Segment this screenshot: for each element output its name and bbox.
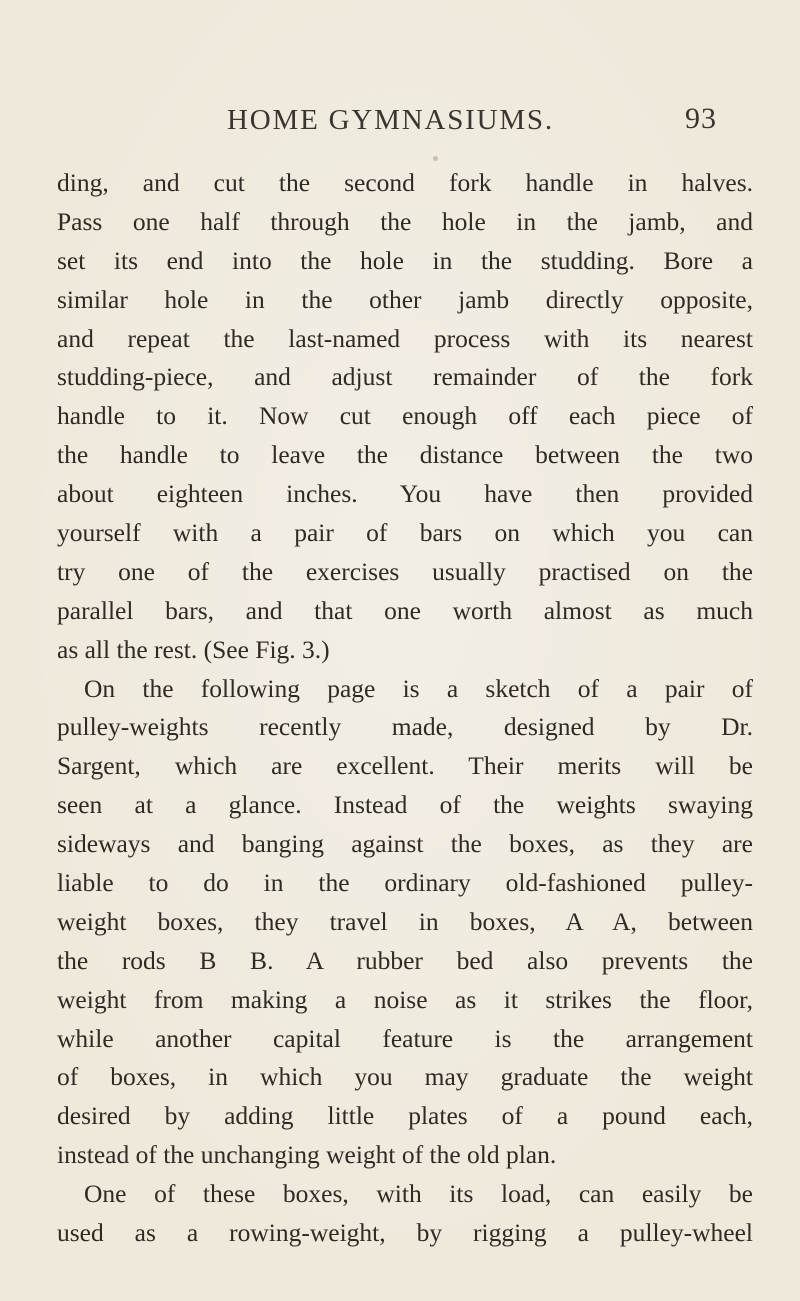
text-line: Sargent, which are excellent. Their merits will be bbox=[57, 751, 753, 781]
text-line: sideways and banging against the boxes, as they are bbox=[57, 829, 753, 859]
text-line: On the following page is a sketch of a pair of bbox=[84, 673, 753, 703]
text-line: weight boxes, they travel in boxes, A A, between bbox=[57, 906, 753, 936]
running-title: HOME GYMNASIUMS. bbox=[227, 104, 554, 136]
text-line: pulley-weights recently made, designed by Dr. bbox=[57, 712, 753, 742]
print-speck bbox=[433, 156, 438, 161]
page-number: 93 bbox=[685, 102, 717, 135]
text-line: while another capital feature is the arrangement bbox=[57, 1023, 753, 1053]
text-line: desired by adding little plates of a pound each, bbox=[57, 1101, 753, 1131]
text-line: Pass one half through the hole in the jamb, and bbox=[57, 206, 753, 236]
text-line: instead of the unchanging weight of the old plan. bbox=[57, 1140, 557, 1170]
text-line: used as a rowing-weight, by rigging a pulley-wheel bbox=[57, 1218, 753, 1248]
text-line: liable to do in the ordinary old-fashioned pulley- bbox=[57, 868, 753, 898]
body-text bbox=[57, 164, 753, 1253]
text-line: about eighteen inches. You have then provided bbox=[57, 479, 753, 509]
text-line: as all the rest. (See Fig. 3.) bbox=[57, 634, 330, 664]
text-line: handle to it. Now cut enough off each piece of bbox=[57, 401, 753, 431]
text-line: of boxes, in which you may graduate the weight bbox=[57, 1062, 753, 1092]
text-line: ding, and cut the second fork handle in halves. bbox=[57, 168, 753, 197]
text-line: parallel bars, and that one worth almost as much bbox=[57, 595, 753, 625]
page-header bbox=[0, 104, 800, 144]
text-line: similar hole in the other jamb directly opposite, bbox=[57, 284, 753, 314]
text-line: yourself with a pair of bars on which you can bbox=[57, 518, 753, 548]
text-line: weight from making a noise as it strikes the floor, bbox=[57, 984, 753, 1014]
text-line: studding-piece, and adjust remainder of the fork bbox=[57, 362, 753, 392]
text-line: seen at a glance. Instead of the weights swaying bbox=[57, 790, 753, 820]
text-line: and repeat the last-named process with its nearest bbox=[57, 323, 753, 353]
text-line: the handle to leave the distance between the two bbox=[57, 440, 753, 470]
text-line: try one of the exercises usually practised on the bbox=[57, 556, 753, 586]
text-line: the rods B B. A rubber bed also prevents the bbox=[57, 945, 753, 975]
text-line: set its end into the hole in the studding. Bore a bbox=[57, 245, 753, 275]
text-line: One of these boxes, with its load, can easily be bbox=[84, 1179, 753, 1209]
